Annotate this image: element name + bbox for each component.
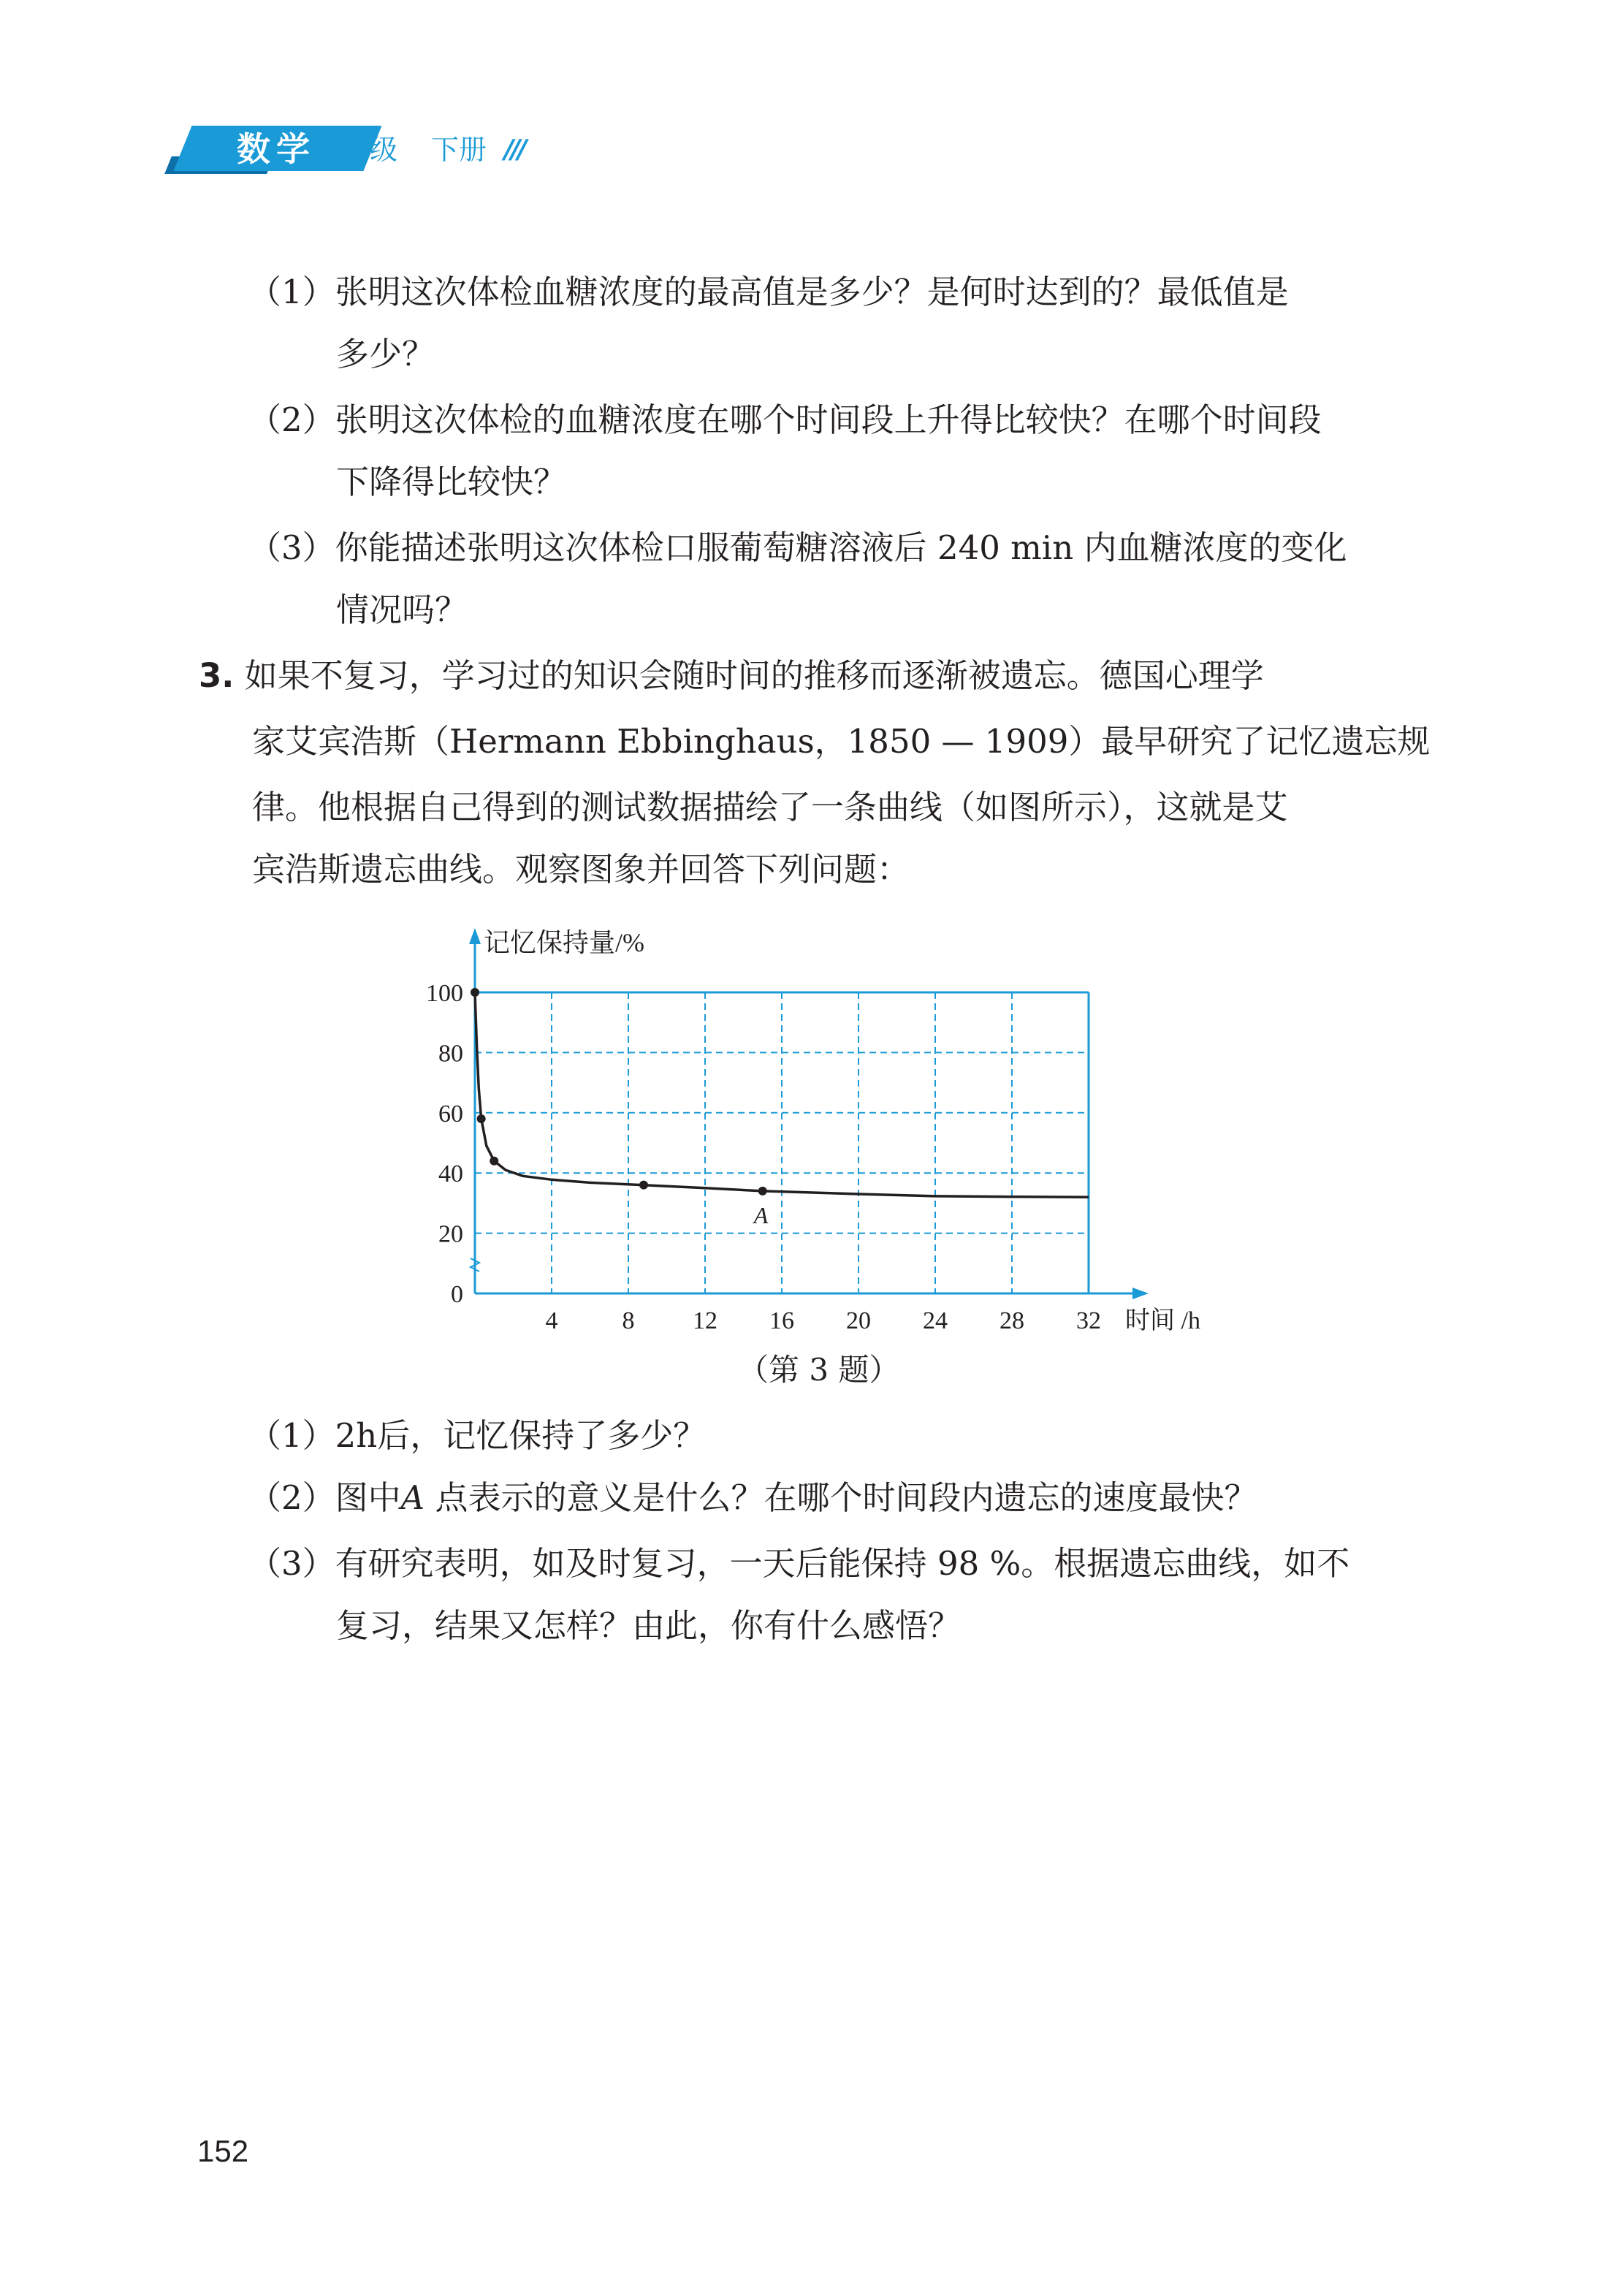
- x-tick-label: 4: [545, 1307, 558, 1334]
- problem3-line-1: [199, 654, 1264, 698]
- subq-1: [248, 1414, 706, 1458]
- chart-svg: [409, 921, 1242, 1345]
- y-tick-label: 40: [438, 1160, 463, 1188]
- prev-question-1-cont: 多少？: [336, 335, 435, 373]
- x-tick-label: 20: [846, 1307, 871, 1334]
- x-tick-label: 16: [769, 1307, 794, 1334]
- y-tick-label: 20: [438, 1220, 463, 1248]
- y-tick-label: 0: [451, 1281, 463, 1308]
- x-axis-arrow: [1132, 1288, 1149, 1299]
- figure-caption: （第 3 题）: [738, 1352, 900, 1388]
- question-label: （3）: [248, 1544, 335, 1583]
- point-a-var: A: [400, 1478, 425, 1517]
- problem3-text-1: 如果不复习，学习过的知识会随时间的推移而逐渐被遗忘。德国心理学: [244, 656, 1264, 695]
- subq-3: [248, 1542, 1349, 1586]
- question-text-post: 点表示的意义是什么？在哪个时间段内遗忘的速度最快？: [424, 1478, 1257, 1517]
- y-axis-arrow: [469, 928, 481, 944]
- volume-label: 下册: [431, 134, 487, 166]
- question-text: 张明这次体检血糖浓度的最高值是多少？是何时达到的？最低值是: [335, 273, 1289, 311]
- question-text-pre: 图中: [335, 1478, 401, 1517]
- question-label: （2）: [248, 400, 335, 439]
- data-point: [490, 1157, 498, 1166]
- problem3-line-2: 家艾宾浩斯（Hermann Ebbinghaus，1850 — 1909）最早研究了记忆遗忘规: [252, 722, 1431, 761]
- x-tick-label: 32: [1076, 1307, 1101, 1334]
- question-label: （2）: [248, 1478, 335, 1517]
- question-text: 有研究表明，如及时复习，一天后能保持 98 %。根据遗忘曲线，如不: [335, 1544, 1350, 1583]
- x-tick-label: 12: [693, 1307, 717, 1334]
- data-point: [477, 1114, 486, 1123]
- forgetting-curve-chart: [409, 921, 1242, 1347]
- grade-label: 六年级: [314, 134, 398, 166]
- data-point: [758, 1187, 767, 1195]
- data-point: [471, 988, 479, 997]
- question-label: （1）: [248, 1416, 335, 1455]
- question-text: 2h后，记忆保持了多少？: [335, 1416, 707, 1455]
- x-axis-label: 时间 /h: [1125, 1307, 1200, 1334]
- prev-question-2-cont: 下降得比较快？: [336, 463, 567, 501]
- subject-title: 数学: [237, 129, 316, 169]
- question-text: 张明这次体检的血糖浓度在哪个时间段上升得比较快？在哪个时间段: [335, 400, 1322, 439]
- point-a-label: A: [753, 1201, 769, 1228]
- prev-question-3-cont: 情况吗？: [336, 590, 468, 629]
- x-tick-label: 24: [923, 1307, 948, 1334]
- y-axis-label: 记忆保持量/%: [484, 928, 644, 957]
- question-text: 你能描述张明这次体检口服葡萄糖溶液后 240 min 内血糖浓度的变化: [335, 528, 1347, 567]
- prev-question-1: [248, 270, 1289, 314]
- data-point: [639, 1181, 648, 1190]
- y-tick-label: 60: [438, 1100, 463, 1128]
- subq-2: [248, 1476, 1257, 1520]
- header-slashes: ///: [504, 134, 525, 164]
- problem-number: 3.: [199, 656, 235, 695]
- question-label: （1）: [248, 273, 335, 311]
- prev-question-3: [248, 526, 1347, 570]
- x-tick-label: 28: [1000, 1307, 1024, 1334]
- subq-3-cont: 复习，结果又怎样？由此，你有什么感悟？: [336, 1606, 962, 1645]
- page-number: 152: [197, 2134, 249, 2168]
- x-tick-label: 8: [622, 1307, 635, 1334]
- question-label: （3）: [248, 528, 335, 567]
- y-axis-break: [471, 1258, 479, 1271]
- y-tick-label: 100: [426, 980, 463, 1007]
- problem3-line-4: 宾浩斯遗忘曲线。观察图象并回答下列问题：: [252, 850, 910, 889]
- prev-question-2: [248, 398, 1322, 442]
- y-tick-label: 80: [438, 1040, 463, 1068]
- page-header: [161, 124, 570, 175]
- problem3-line-3: 律。他根据自己得到的测试数据描绘了一条曲线（如图所示），这就是艾: [252, 788, 1288, 826]
